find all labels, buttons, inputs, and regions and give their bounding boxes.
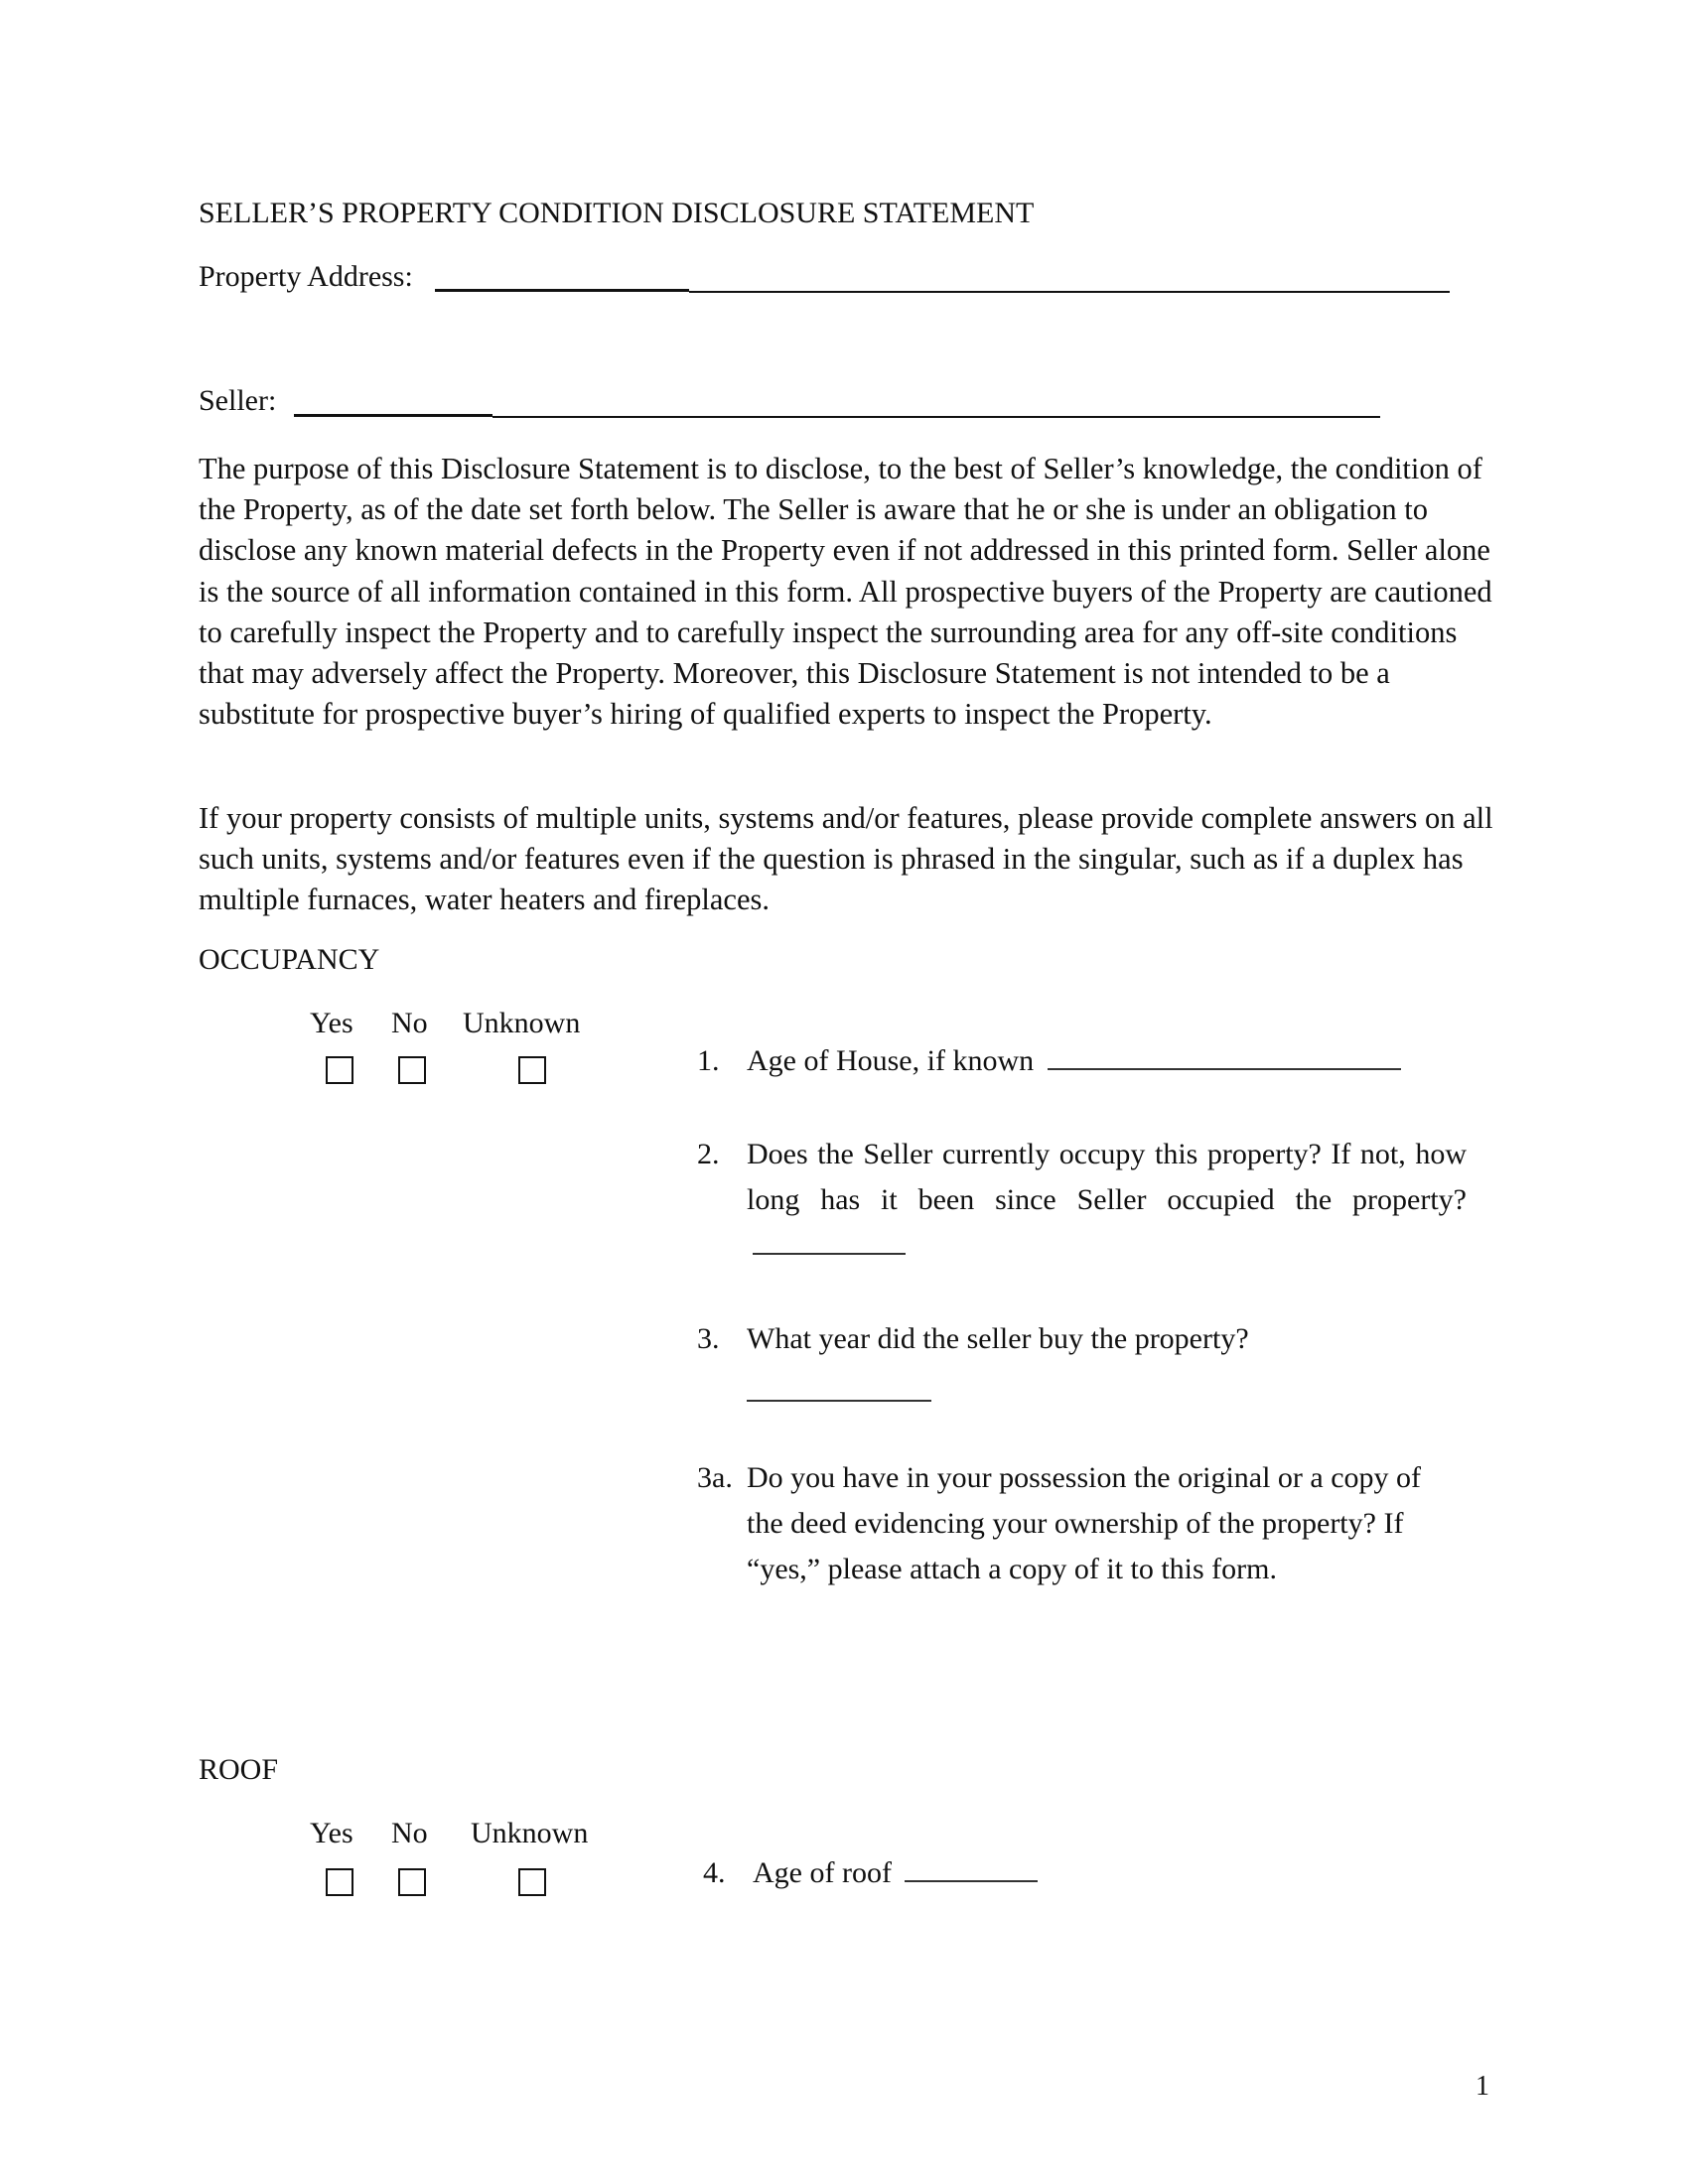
question-4-text: Age of roof: [753, 1856, 892, 1889]
document-title: SELLER’S PROPERTY CONDITION DISCLOSURE STATEMENT: [199, 197, 1035, 229]
occupancy-yes-checkbox[interactable]: [326, 1056, 353, 1084]
question-1-text: Age of House, if known: [747, 1044, 1035, 1077]
roof-unknown-label: Unknown: [471, 1817, 589, 1849]
question-1-answer-blank[interactable]: [1048, 1044, 1401, 1070]
question-3-text: What year did the seller buy the property?: [747, 1322, 1249, 1355]
purpose-paragraph: The purpose of this Disclosure Statement is to disclose, to the best of Seller’s knowledge, the condition of the Property, as of the date set forth below. The Seller is aware that he or she is under an obligation to disclose any known material defects in the Property even if not addressed in this printed form. Seller alone is the source of all information contained in this form. All prospective buyers of the Property are cautioned to carefully inspect the Property and to carefully inspect the surrounding area for any off-site conditions that may adversely affect the Property. Moreover, this Disclosure Statement is not intended to be a substitute for prospective buyer’s hiring of qualified experts to inspect the Property.: [199, 452, 1492, 732]
question-2-answer-blank[interactable]: [753, 1229, 906, 1255]
multiple-units-paragraph: If your property consists of multiple units, systems and/or features, please provide complete answers on all such units, systems and/or features even if the question is phrased in the singular, such as if a duplex has multiple furnaces, water heaters and fireplaces.: [199, 801, 1493, 917]
roof-no-checkbox[interactable]: [398, 1868, 426, 1896]
roof-yes-checkbox[interactable]: [326, 1868, 353, 1896]
question-4-number: 4.: [703, 1856, 726, 1889]
question-4: [753, 1850, 1348, 1896]
property-address-blank-bold: [435, 289, 689, 292]
occupancy-yes-label: Yes: [310, 1007, 353, 1039]
occupancy-no-label: No: [391, 1007, 428, 1039]
question-3: [747, 1316, 1467, 1362]
question-1-number: 1.: [697, 1044, 720, 1077]
property-address-label: Property Address:: [199, 260, 413, 293]
occupancy-heading: OCCUPANCY: [199, 943, 380, 976]
occupancy-no-checkbox[interactable]: [398, 1056, 426, 1084]
seller-row: [199, 384, 276, 418]
question-3-number: 3.: [697, 1322, 720, 1355]
property-address-field[interactable]: [689, 291, 1450, 293]
roof-yes-label: Yes: [310, 1817, 353, 1849]
roof-unknown-checkbox[interactable]: [518, 1868, 546, 1896]
question-3a: [747, 1455, 1462, 1592]
question-3a-text: Do you have in your possession the original or a copy of the deed evidencing your ownership of the property? If “yes,” please attach a copy of it to this form.: [747, 1461, 1422, 1585]
question-1: [747, 1038, 1501, 1084]
question-2-number: 2.: [697, 1138, 720, 1170]
seller-label: Seller:: [199, 384, 277, 417]
seller-blank-bold: [294, 414, 492, 417]
roof-no-label: No: [391, 1817, 428, 1849]
question-4-answer-blank[interactable]: [905, 1856, 1038, 1882]
question-3-answer-blank[interactable]: [747, 1376, 931, 1402]
roof-heading: ROOF: [199, 1753, 279, 1786]
question-2-text: Does the Seller currently occupy this property? If not, how long has it been since Seller occupied the property?: [747, 1138, 1467, 1216]
question-3a-number: 3a.: [697, 1461, 733, 1494]
occupancy-unknown-label: Unknown: [463, 1007, 581, 1039]
question-2: [747, 1132, 1467, 1269]
property-address-row: [199, 260, 413, 294]
page-number: 1: [1476, 2071, 1489, 2102]
occupancy-unknown-checkbox[interactable]: [518, 1056, 546, 1084]
seller-field[interactable]: [492, 416, 1380, 418]
